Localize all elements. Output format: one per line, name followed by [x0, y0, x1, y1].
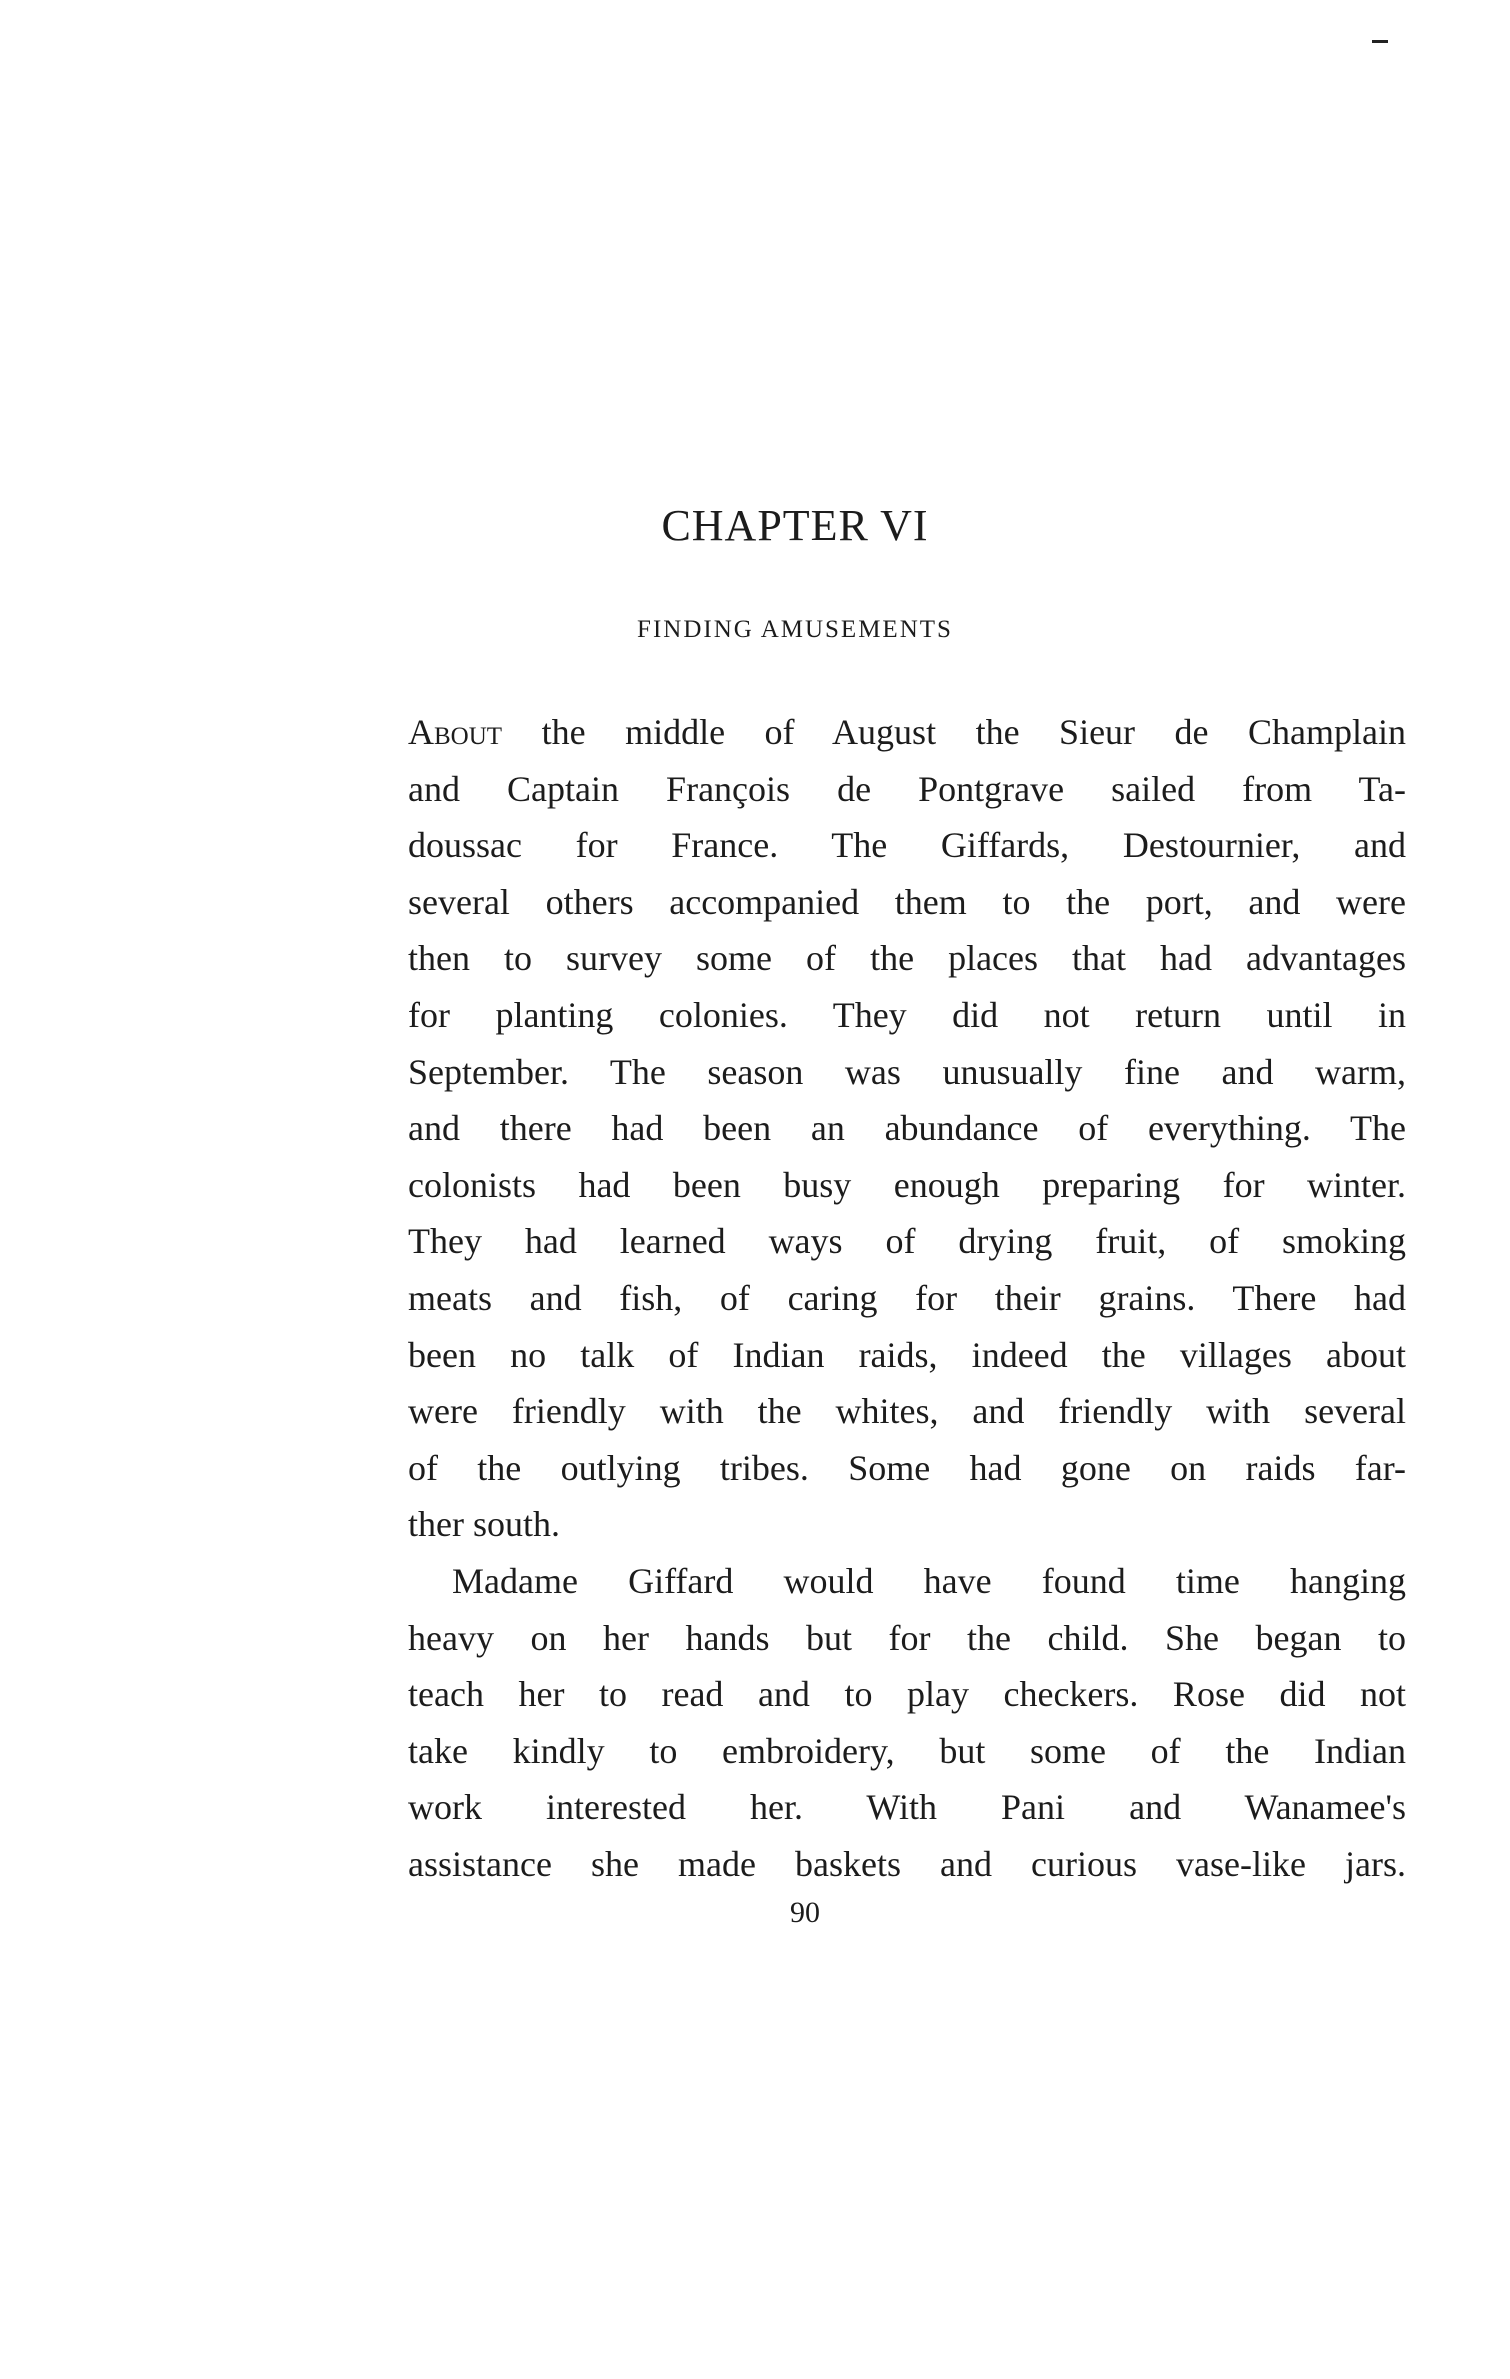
text-line: then to survey some of the places that had advantages: [408, 938, 1406, 979]
text-line: work interested her. With Pani and Wanamee's: [408, 1787, 1406, 1828]
text-line-content: the middle of August the Sieur de Champlain: [541, 712, 1407, 752]
text-line: assistance she made baskets and curious vase-like jars.: [408, 1843, 1406, 1884]
body-text: [408, 704, 1406, 1892]
text-line: teach her to read and to play checkers. Rose did not: [408, 1674, 1406, 1715]
text-line: were friendly with the whites, and friendly with several: [408, 1391, 1406, 1432]
text-line: been no talk of Indian raids, indeed the villages about: [408, 1334, 1406, 1375]
text-line: take kindly to embroidery, but some of the Indian: [408, 1730, 1406, 1771]
lead-word: About: [408, 712, 503, 752]
text-line: September. The season was unusually fine and warm,: [408, 1051, 1406, 1092]
text-line: They had learned ways of drying fruit, of smoking: [408, 1221, 1406, 1262]
text-line: meats and fish, of caring for their grains. There had: [408, 1277, 1406, 1318]
text-line: and Captain François de Pontgrave sailed from Ta-: [408, 768, 1406, 809]
text-line: of the outlying tribes. Some had gone on raids far-: [408, 1447, 1406, 1488]
text-line: and there had been an abundance of everything. The: [408, 1108, 1406, 1149]
text-line: several others accompanied them to the port, and were: [408, 881, 1406, 922]
text-line: heavy on her hands but for the child. She began to: [408, 1617, 1406, 1658]
text-line: ther south.: [408, 1504, 560, 1545]
text-line: colonists had been busy enough preparing for winter.: [408, 1164, 1406, 1205]
chapter-title: CHAPTER VI: [661, 501, 929, 550]
chapter-subtitle: FINDING AMUSEMENTS: [637, 616, 953, 643]
text-line: Madame Giffard would have found time hanging: [452, 1560, 1406, 1601]
page-number: 90: [790, 1896, 820, 1929]
text-line: doussac for France. The Giffards, Destournier, and: [408, 825, 1406, 866]
text-line: for planting colonies. They did not return until in: [408, 994, 1406, 1035]
margin-mark: [1372, 40, 1388, 43]
text-line: [408, 704, 1406, 761]
